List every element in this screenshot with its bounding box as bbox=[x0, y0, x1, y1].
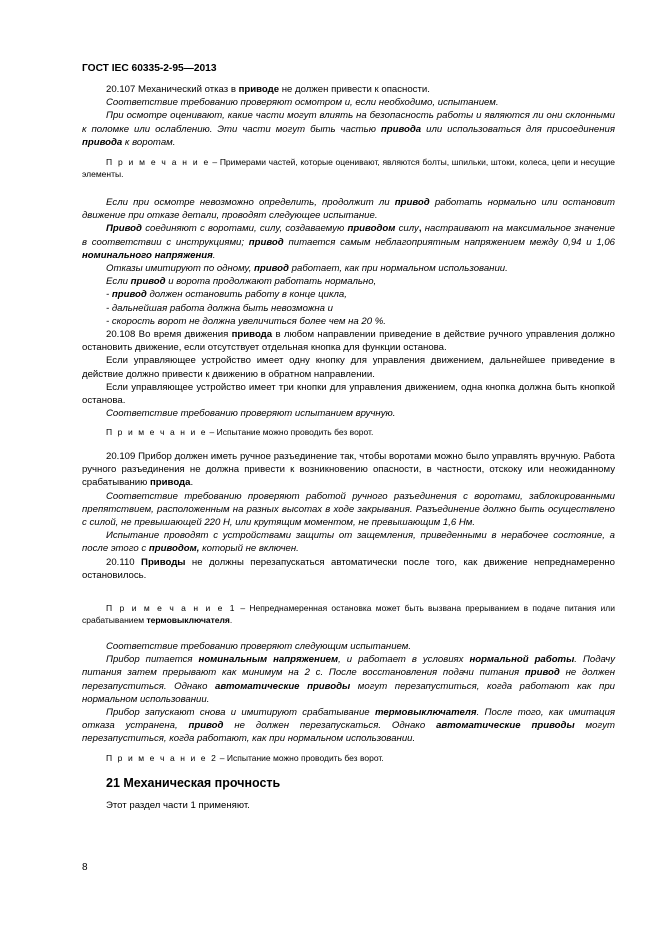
note-without-gate bbox=[82, 426, 615, 438]
text-run: . bbox=[190, 477, 194, 489]
text-run: соединяют с воротами, силу, создаваемую bbox=[141, 223, 348, 235]
defined-term: Приводы bbox=[141, 556, 186, 568]
defined-term: номинального напряжения bbox=[82, 249, 213, 261]
paragraph bbox=[82, 196, 615, 222]
text-run: должен остановить работу в конце цикла, bbox=[146, 289, 347, 301]
note-label: П р и м е ч а н и е 2 bbox=[106, 753, 218, 763]
defined-term: приводе bbox=[238, 84, 280, 95]
paragraph bbox=[82, 556, 615, 582]
note-label: П р и м е ч а н и е bbox=[106, 157, 210, 167]
text-run: . bbox=[229, 615, 233, 626]
defined-term: номинальным напряжением bbox=[198, 654, 339, 666]
note-text: – Испытание можно проводить без ворот. bbox=[207, 427, 374, 437]
paragraph bbox=[82, 328, 615, 354]
defined-term: , bbox=[418, 223, 422, 235]
section-21 bbox=[82, 777, 615, 812]
text-run: 20.109 Прибор должен иметь ручное разъединение так, чтобы воротами можно было управлять вручную. Работа ручного разъединения не должна привести к возникновению опасности, в частности, отскоку или неожиданному срабатыванию bbox=[82, 451, 615, 489]
section-text: Этот раздел части 1 применяют. bbox=[106, 800, 250, 812]
paragraph bbox=[82, 381, 615, 407]
text-run: Прибор питается bbox=[106, 654, 199, 666]
text-run: При осмотре оценивают, какие части могут влиять на безопасность работы и являются ли они склонными к поломке или ослаблению. Эти части могут быть частью bbox=[82, 110, 615, 135]
note-text: – Испытание можно проводить без ворот. bbox=[217, 753, 384, 763]
text-run: не должен перезапуститься. Однако bbox=[82, 667, 615, 692]
text-run: и ворота продолжают работать нормально, bbox=[165, 276, 377, 288]
paragraphs bbox=[82, 196, 615, 420]
test-procedure-20-107 bbox=[82, 196, 615, 420]
text-run: к воротам. bbox=[122, 136, 176, 148]
text-run: – Непреднамеренная остановка может быть вызвана прерыванием в подаче питания или срабатыванием bbox=[82, 603, 615, 626]
paragraph bbox=[82, 529, 615, 555]
text-run: Соответствие требованию проверяют осмотром и, если необходимо, испытанием. bbox=[106, 97, 499, 109]
text-run: могут перезапуститься, когда работают как при нормальном использовании. bbox=[82, 680, 615, 705]
paragraph bbox=[82, 640, 615, 653]
paragraph bbox=[82, 315, 615, 328]
defined-term: Привод bbox=[106, 223, 142, 235]
paragraph bbox=[82, 706, 615, 746]
text-run: Испытание проводят с устройствами защиты от защемления, приведенными в нерабочее состояние, а после этого с bbox=[82, 530, 615, 555]
paragraph bbox=[82, 490, 615, 530]
text-run: Если управляющее устройство имеет три кнопки для управления движением, одна кнопка должна быть кнопкой останова. bbox=[82, 381, 615, 407]
text-run: Отказы имитируют по одному, bbox=[106, 263, 255, 275]
paragraph bbox=[82, 96, 615, 109]
text-run: - дальнейшая работа должна быть невозможна и bbox=[106, 302, 333, 314]
defined-term: приводом bbox=[347, 223, 396, 235]
text-run: в любом направлении приведение в действие ручного управления должно остановить движение, если отсутствует отдельная кнопка для функции останова. bbox=[82, 329, 615, 354]
defined-term: автоматические приводы bbox=[214, 680, 351, 692]
text-run: , и работает в условиях bbox=[338, 654, 470, 666]
defined-term: привод bbox=[188, 720, 224, 732]
text-run: . После того, как имитация отказа устранена, bbox=[82, 707, 615, 732]
defined-term: нормальной работы bbox=[469, 654, 575, 666]
note-2-without-gate bbox=[82, 752, 615, 764]
text-run: Если bbox=[106, 276, 131, 288]
note-label: П р и м е ч а н и е bbox=[106, 427, 208, 437]
paragraph bbox=[82, 288, 615, 301]
defined-term: привода bbox=[380, 123, 422, 135]
defined-term: приводом, bbox=[148, 543, 200, 555]
note-parts-examples bbox=[82, 156, 615, 180]
defined-term: привода bbox=[150, 477, 191, 489]
page-number: 8 bbox=[82, 862, 88, 873]
text-run: - bbox=[106, 289, 112, 301]
defined-term: термовыключателя bbox=[374, 707, 477, 719]
text-run: Прибор запускают снова и имитируют срабатывание bbox=[106, 707, 375, 719]
text-run: не должны перезапускаться автоматически после того, как движение непреднамеренно остановилось. bbox=[82, 556, 616, 581]
text-run: Если при осмотре невозможно определить, продолжит ли bbox=[106, 197, 395, 208]
paragraphs bbox=[82, 83, 615, 149]
defined-term: автоматические приводы bbox=[436, 720, 575, 732]
text-run: Если управляющее устройство имеет одну кнопку для управления движением, дальнейшее приведение в действие должно привести к движению в обратном направлении. bbox=[82, 355, 615, 380]
text-run: 20.107 Механический отказ в bbox=[106, 84, 239, 95]
text-run: 20.110 bbox=[106, 556, 142, 568]
standard-header: ГОСТ IEC 60335-2-95—2013 bbox=[82, 63, 217, 74]
paragraph bbox=[82, 275, 615, 288]
text-run: который не включен. bbox=[199, 543, 299, 555]
paragraph bbox=[82, 109, 615, 149]
text-run: Соответствие требованию проверяют следующим испытанием. bbox=[106, 641, 412, 652]
text-run: Соответствие требованию проверяют работой ручного разъединения с воротами, заблокированными препятствием, расположенным на разных высотах в ходе закрывания. Разъединение должно быть осуществлено с силой, не превышающей 220 Н, или крутящим моментом, не превышающим 1,6 Нм. bbox=[82, 490, 615, 529]
defined-term: привод bbox=[111, 289, 147, 301]
defined-term: привод bbox=[394, 197, 430, 208]
paragraph bbox=[82, 407, 615, 420]
paragraph bbox=[82, 302, 615, 315]
text-run: силу bbox=[395, 223, 419, 235]
paragraphs bbox=[82, 450, 615, 582]
text-run: питается самым неблагоприятным напряжением между 0,94 и 1,06 bbox=[283, 236, 615, 248]
text-run: . Подачу питания затем прерывают как минимум на 2 с. После восстановления подачи питания bbox=[82, 654, 615, 679]
paragraphs bbox=[82, 640, 615, 746]
defined-term: привода bbox=[82, 136, 123, 148]
text-run: работает, как при нормальном использовании. bbox=[288, 263, 508, 275]
text-run: настраивают на максимальное значение в соответствии с инструкциями; bbox=[82, 223, 616, 248]
defined-term: привод bbox=[524, 667, 560, 679]
defined-term: привод bbox=[248, 236, 284, 248]
text-run: могут перезапуститься, когда работают, как при нормальном использовании. bbox=[82, 720, 615, 745]
text-run: не должен перезапускаться. Однако bbox=[223, 720, 437, 732]
defined-term: термовыключателя bbox=[146, 615, 230, 626]
text-run: 20.108 Во время движения bbox=[106, 329, 232, 341]
paragraph bbox=[82, 354, 615, 380]
text-run: или использоваться для присоединения bbox=[421, 123, 615, 135]
text-run: работать нормально или остановит движение при отказе детали, проводят следующее испытание. bbox=[82, 197, 615, 222]
paragraph bbox=[82, 83, 615, 96]
defined-term: привод bbox=[254, 263, 289, 275]
section-heading: 21 Механическая прочность bbox=[106, 776, 281, 790]
clause-20-107 bbox=[82, 83, 615, 149]
note-text: – Примерами частей, которые оценивают, являются болты, шпильки, штоки, колеса, цепи и несущие элементы. bbox=[82, 157, 616, 180]
paragraph bbox=[82, 450, 615, 490]
text-run: Соответствие требованию проверяют испытанием вручную. bbox=[106, 408, 396, 420]
text-run: . bbox=[212, 249, 216, 261]
text-run: не должен привести к опасности. bbox=[279, 84, 430, 95]
clause-20-109-20-110 bbox=[82, 450, 615, 582]
text-run: - скорость ворот не должна увеличиться более чем на 20 %. bbox=[106, 315, 386, 327]
defined-term: привод bbox=[130, 276, 166, 288]
paragraph bbox=[82, 653, 615, 706]
paragraph bbox=[82, 222, 615, 262]
defined-term: привода bbox=[231, 329, 273, 341]
note-1-unintended-stop bbox=[82, 602, 615, 626]
restart-test bbox=[82, 640, 615, 746]
note-label: П р и м е ч а н и е 1 bbox=[106, 603, 237, 613]
paragraph bbox=[82, 262, 615, 275]
